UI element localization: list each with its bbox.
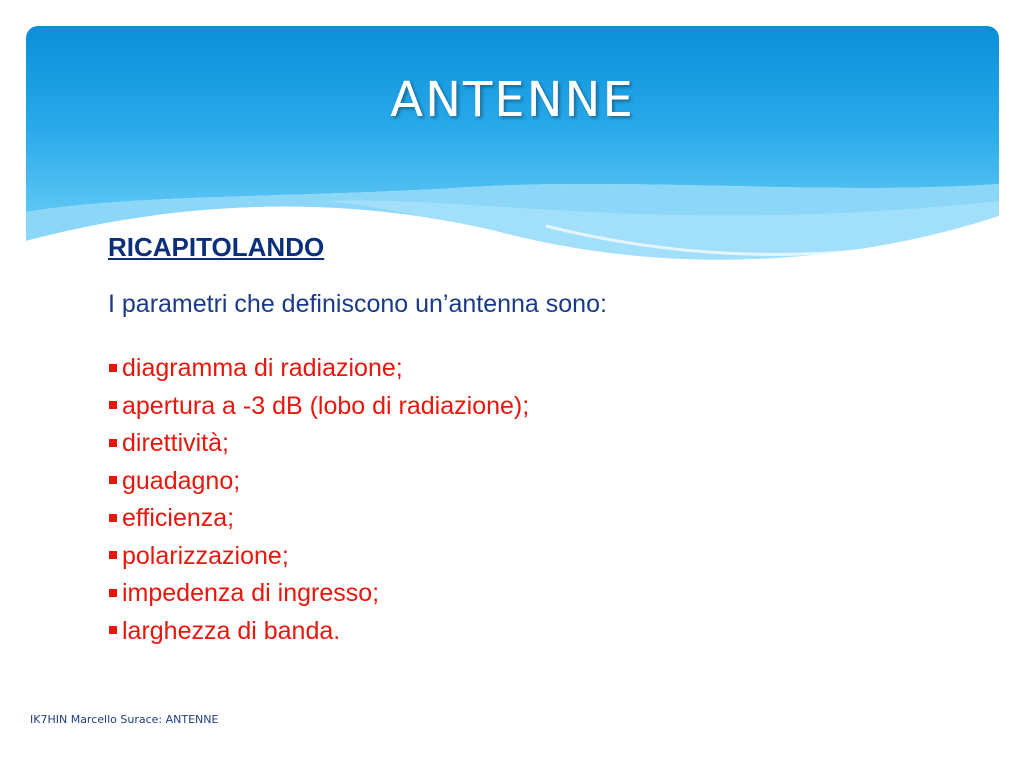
list-item: [108, 500, 968, 538]
list-item-text: efficienza;: [122, 504, 235, 532]
square-bullet-icon: [109, 626, 117, 634]
list-item: [108, 350, 968, 388]
list-item-text: apertura a -3 dB (lobo di radiazione);: [122, 391, 530, 420]
list-item-text: impedenza di ingresso;: [122, 579, 380, 607]
list-item: [108, 575, 968, 613]
square-bullet-icon: [109, 364, 117, 372]
square-bullet-icon: [109, 476, 117, 484]
list-item: [108, 538, 968, 576]
list-item-text: polarizzazione;: [122, 541, 289, 570]
list-item-text: guadagno;: [122, 466, 241, 495]
intro-text: I parametri che definiscono un’antenna sono:: [108, 290, 607, 318]
list-item-text: diagramma di radiazione;: [122, 354, 403, 382]
slide-footer: IK7HIN Marcello Surace: ANTENNE: [30, 713, 219, 726]
list-item: [108, 388, 968, 426]
square-bullet-icon: [109, 589, 117, 597]
list-item: [108, 613, 968, 651]
parameter-list: [108, 350, 968, 650]
square-bullet-icon: [109, 514, 117, 522]
list-item: [108, 425, 968, 463]
square-bullet-icon: [109, 401, 117, 409]
list-item-text: direttività;: [122, 429, 229, 457]
list-item-text: larghezza di banda.: [122, 616, 341, 645]
list-item: [108, 463, 968, 501]
slide-title: ANTENNE: [390, 72, 635, 128]
square-bullet-icon: [109, 551, 117, 559]
slide-content: [108, 230, 968, 650]
section-heading: RICAPITOLANDO: [108, 232, 325, 262]
square-bullet-icon: [109, 439, 117, 447]
